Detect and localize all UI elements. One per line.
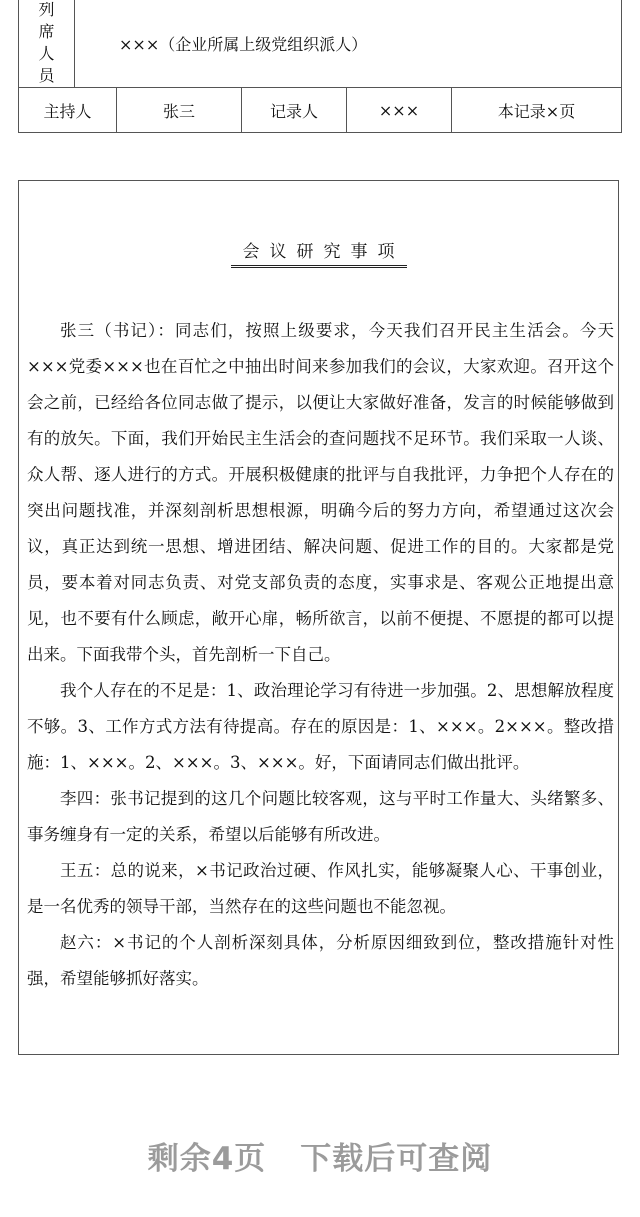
paragraph-wangwu: 王五：总的说来，×书记政治过硬、作风扎实，能够凝聚人心、干事创业，是一名优秀的领导干部，当然存在的这些问题也不能忽视。 xyxy=(27,861,614,916)
download-prompt-text: 下载后可查阅 xyxy=(300,1141,493,1177)
paragraph-zhangsan-opening: 张三（书记）：同志们，按照上级要求，今天我们召开民主生活会。今天×××党委×××也在百忙之中抽出时间来参加我们的会议，大家欢迎。召开这个会之前，已经给各位同志做了提示，以便让大家做好准备，发言的时候能够做到有的放矢。下面，我们开始民主生活会的查问题找不足环节。我们采取一人谈、众人帮、逐人进行的方式。开展积极健康的批评与自我批评，力争把个人存在的突出问题找准，并深刻剖析思想根源，明确今后的努力方向，希望通过这次会议，真正达到统一思想、增进团结、解决问题、促进工作的目的。大家都是党员，要本着对同志负责、对党支部负责的态度，实事求是、客观公正地提出意见，也不要有什么顾虑，敞开心扉，畅所欲言，以前不便提、不愿提的都可以提出来。下面我带个头，首先剖析一下自己。 xyxy=(27,321,614,664)
attendees-value: ×××（企业所属上级党组织派人） xyxy=(75,0,622,88)
host-label: 主持人 xyxy=(19,88,117,133)
remaining-pages-text: 剩余4页 xyxy=(147,1141,267,1177)
meeting-record-box xyxy=(18,180,619,1055)
host-value: 张三 xyxy=(117,88,242,133)
meeting-info-table xyxy=(18,0,622,133)
section-title: 会议研究事项 xyxy=(19,237,618,268)
attendees-label: 列 席 人 员 xyxy=(19,0,75,88)
recorder-value: ××× xyxy=(347,88,452,133)
recorder-label: 记录人 xyxy=(242,88,347,133)
record-content xyxy=(27,313,614,997)
download-banner[interactable] xyxy=(0,1133,640,1178)
paragraph-self-analysis: 我个人存在的不足是：1、政治理论学习有待进一步加强。2、思想解放程度不够。3、工作方式方法有待提高。存在的原因是：1、×××。2×××。整改措施：1、×××。2、×××。3、×××。好，下面请同志们做出批评。 xyxy=(27,681,614,772)
page-count: 本记录×页 xyxy=(452,88,622,133)
paragraph-zhaoliu: 赵六：×书记的个人剖析深刻具体，分析原因细致到位，整改措施针对性强，希望能够抓好落实。 xyxy=(27,933,614,988)
paragraph-lisi: 李四：张书记提到的这几个问题比较客观，这与平时工作量大、头绪繁多、事务缠身有一定的关系，希望以后能够有所改进。 xyxy=(27,789,614,844)
